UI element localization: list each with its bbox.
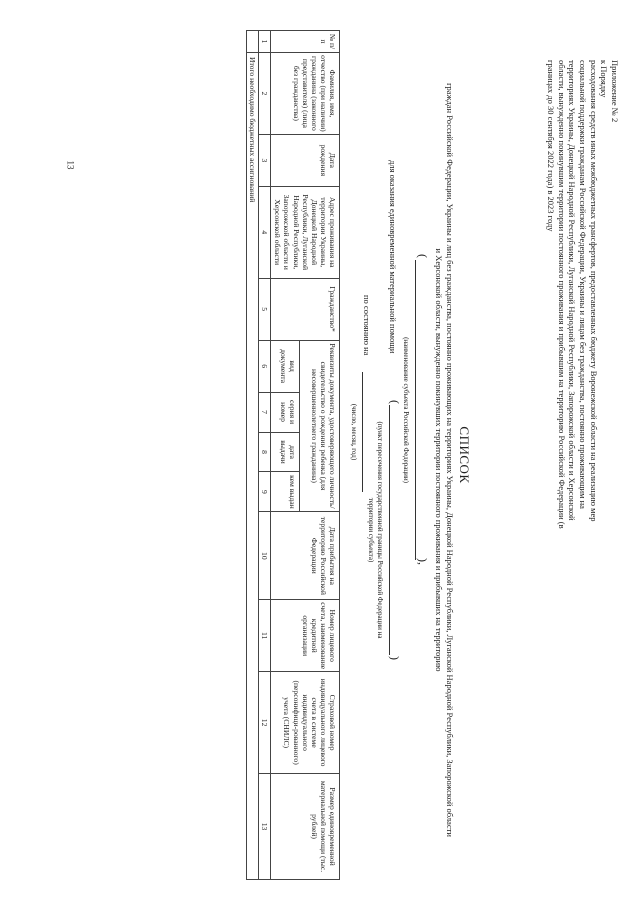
appendix-line-1: Приложение № 2 (610, 60, 620, 123)
date-fill-line (362, 372, 363, 492)
recipients-table (246, 30, 340, 880)
column-number-row (259, 31, 271, 880)
appendix-line-2: к Порядку (599, 60, 610, 98)
header-doc-issuer: кем выдан (271, 472, 300, 512)
column-number: 3 (259, 134, 271, 186)
header-name: Фамилия, имя, отчество (при наличии) гражданина (законного представителя) (лица без гражданства) (271, 52, 340, 134)
header-snils: Страховой номер индивидуального лицевого счета в системе индивидуального (персонифици-рованного) учета (СНИЛС) (271, 672, 340, 774)
subject-fill-line (415, 260, 424, 560)
rotated-document (100, 20, 620, 890)
appendix-header (546, 60, 620, 530)
column-number: 5 (259, 278, 271, 340)
header-row (299, 31, 339, 880)
header-dob: Дата рождения (271, 134, 340, 186)
document-subtitle: граждан Российской Федерации, Украины и лиц без гражданства, постоянно проживающих на территориях Украины, Донецкой Народной Республики, Луганской Народной Республики, Запорожской области и Херсонской области, вынужденно покинувших территории постоянного проживания и прибывших на территорию (434, 83, 455, 837)
header-doc-series: серия и номер (271, 392, 300, 432)
header-arrival: Дата прибытия на территорию Российской Федерации (271, 512, 340, 600)
column-number: 9 (259, 472, 271, 512)
total-blank (247, 31, 259, 53)
header-citizenship: Гражданство* (271, 278, 340, 340)
column-number: 1 (259, 31, 271, 53)
column-number: 7 (259, 392, 271, 432)
appendix-line-3: расходования средств иных межбюджетных трансфертов, предоставленных бюджету Воронежской области на реализацию мер социальной поддержки гражданам Российской Федерации, Украины и лицам без гражданства, постоянно проживающим на территориях Украины, Донецкой Народной Республики, Луганской Народной Республики, Запорожской области и Херсонской области, вынужденно покинувшим территории постоянного проживания и прибывшим на территорию Российской Федерации (в границах до 30 сентября 2022 года) в 2023 году (546, 60, 599, 529)
open-paren: ( (416, 254, 430, 258)
column-number: 11 (259, 600, 271, 672)
header-num: № п/п (271, 31, 340, 53)
header-doc-date: дата выдачи (271, 432, 300, 472)
assist-text: для оказания единовременной материальной помощи (388, 160, 398, 354)
column-number: 12 (259, 672, 271, 774)
border-fill-line (389, 405, 390, 655)
open-paren: ( (388, 400, 402, 404)
header-doc-group: Реквизиты документа, удостоверяющего личность/свидетельство о рождении ребенка (для несовершеннолетнего гражданина) (299, 340, 339, 512)
date-prefix: по состоянию на (362, 295, 372, 356)
page-number: 13 (65, 160, 76, 170)
column-number: 13 (259, 774, 271, 880)
border-hint: (пункт пересечения государственной границы Российской Федерации на территории субъекта) (367, 421, 384, 639)
column-number: 6 (259, 340, 271, 392)
header-address: Адрес проживания на территории Украины, Донецкой Народной Республики, Луганской Народной Республики, Запорожской области и Херсонской области (271, 186, 340, 278)
header-amount: Размер единовременной материальной помощи (тыс. рублей) (271, 774, 340, 880)
close-paren: ), (416, 558, 430, 565)
total-row (247, 31, 259, 880)
header-doc-type: вид документа (271, 340, 300, 392)
column-number: 2 (259, 52, 271, 134)
close-paren: ) (388, 656, 402, 660)
column-number: 10 (259, 512, 271, 600)
total-label: Итого необходимо бюджетных ассигнований (247, 52, 259, 879)
column-number: 8 (259, 432, 271, 472)
document-title: СПИСОК (457, 426, 472, 484)
header-account: Номер лицевого счета, наименование кредитной организации (271, 600, 340, 672)
column-number: 4 (259, 186, 271, 278)
subject-hint: (наименование субъекта Российской Федерации) (402, 337, 410, 483)
date-hint: (число, месяц, год) (350, 403, 358, 461)
